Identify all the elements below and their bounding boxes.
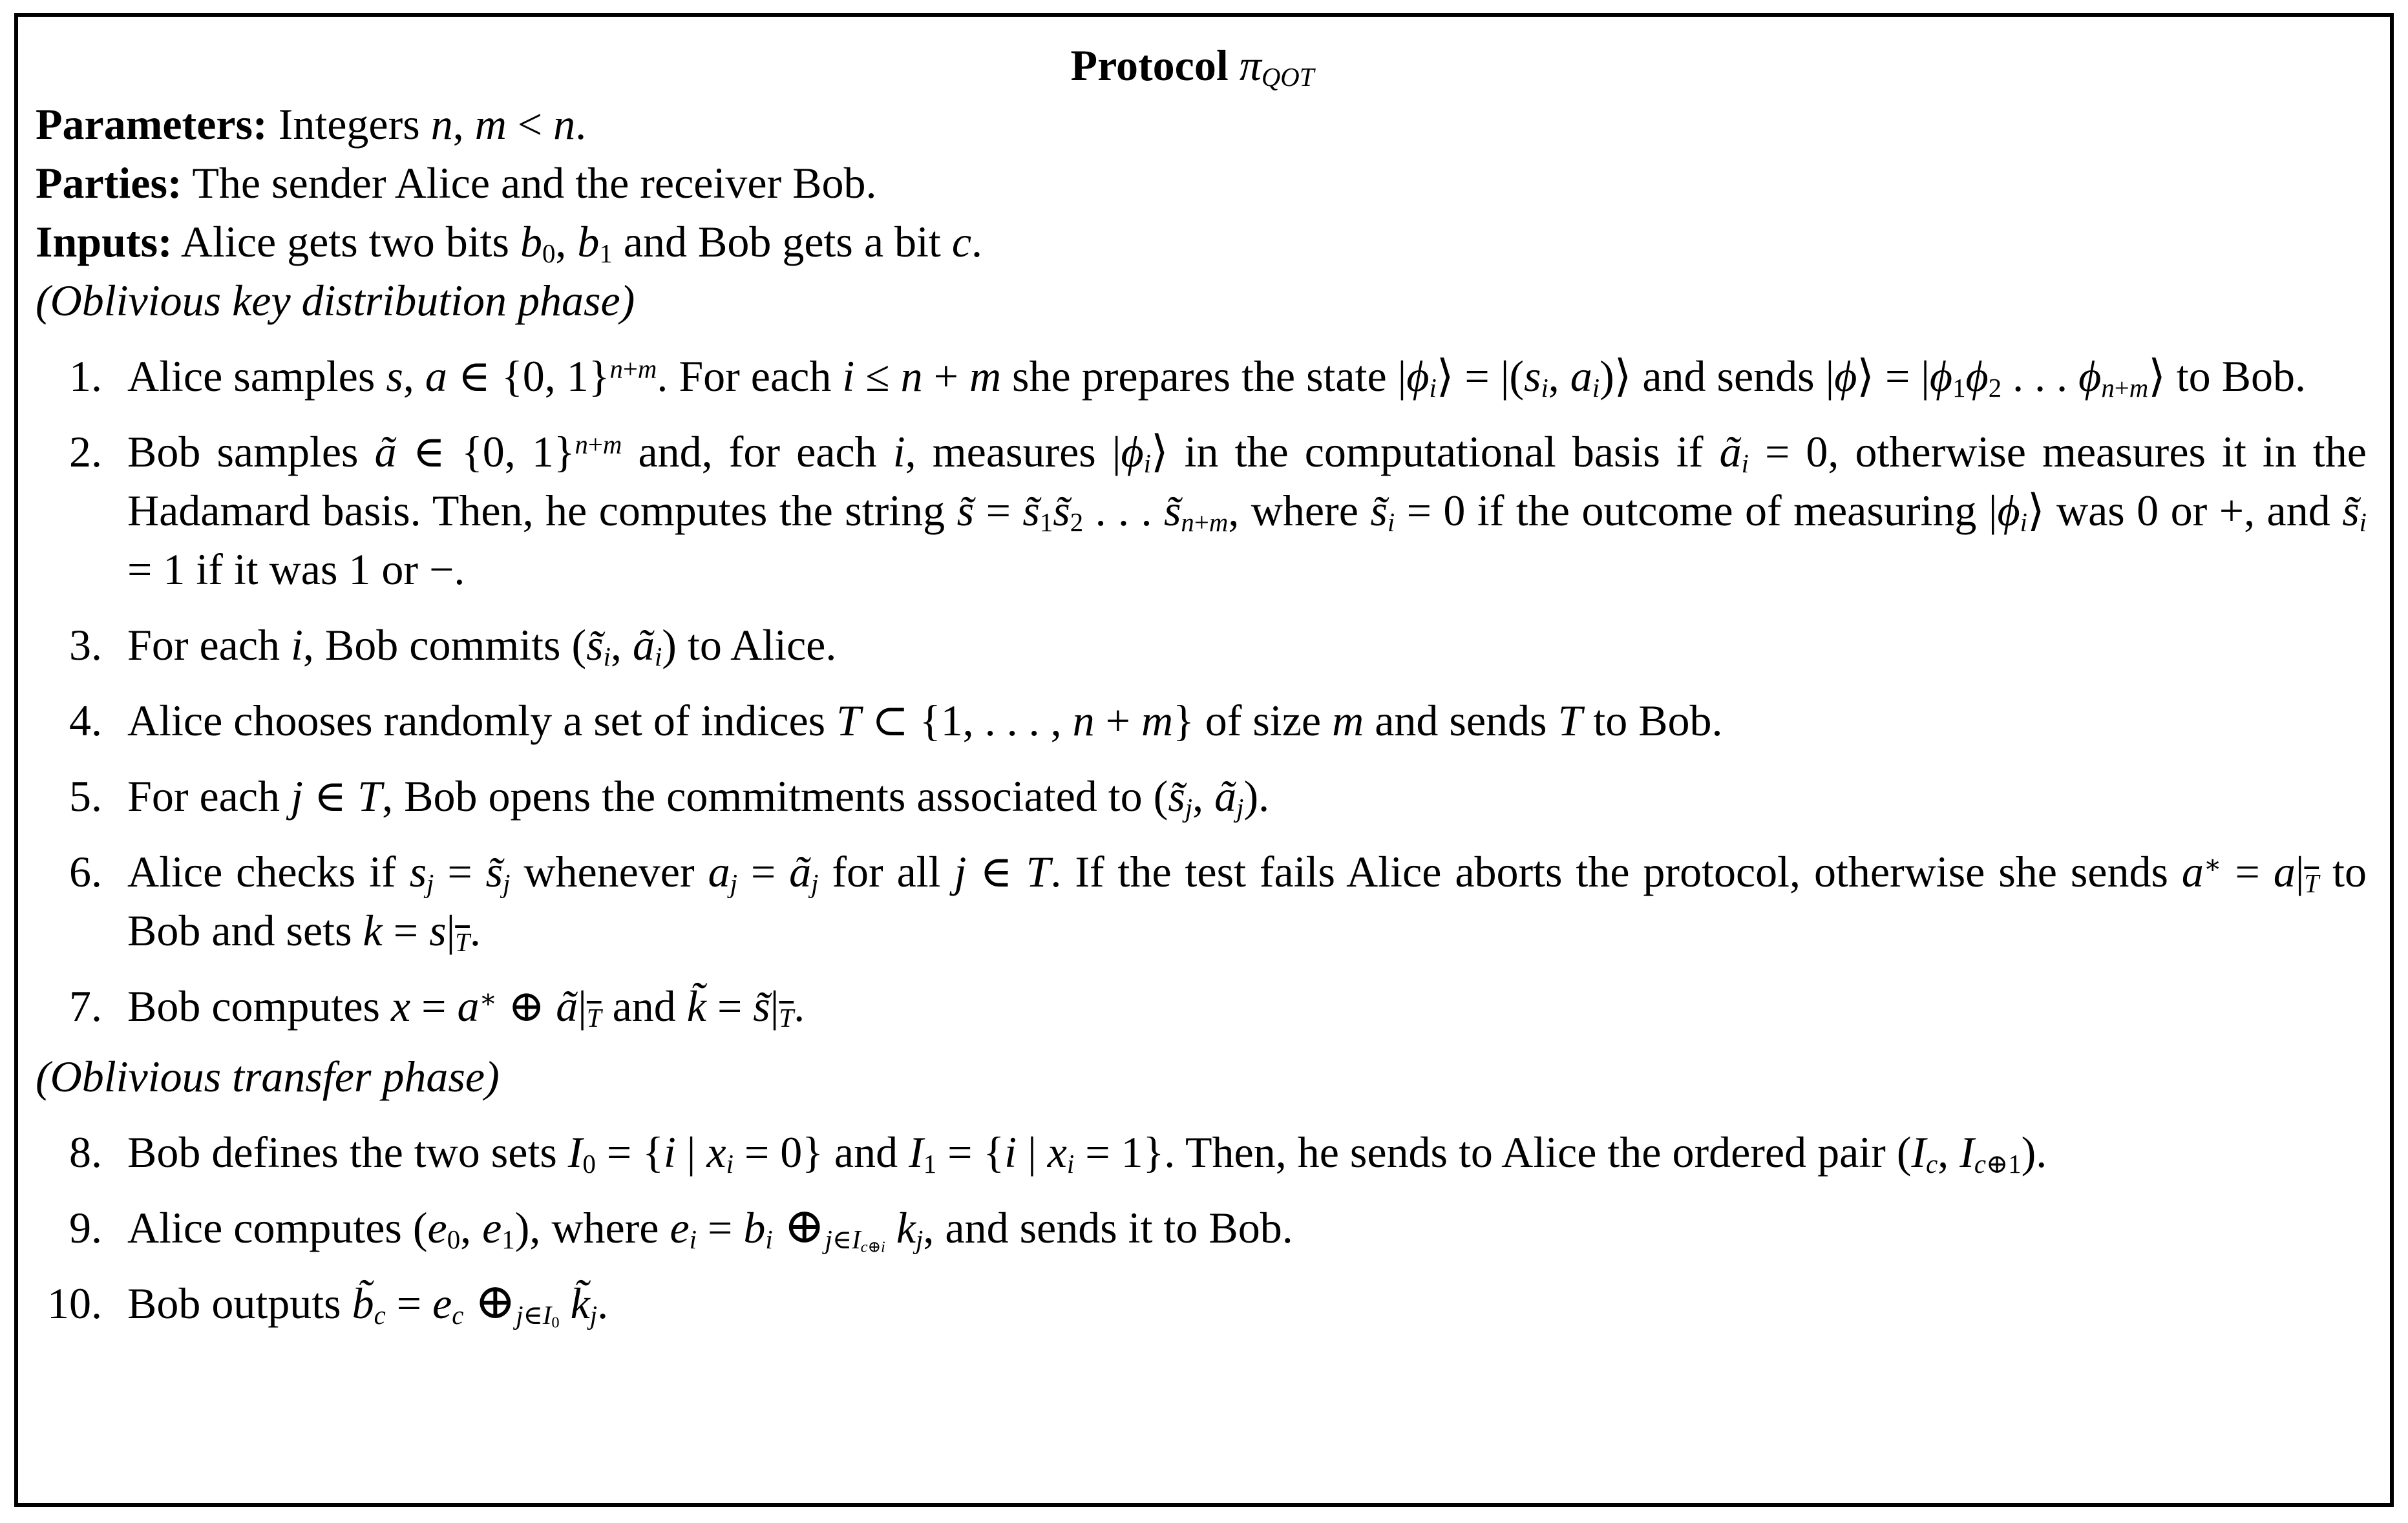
item-text: For each j ∈ T, Bob opens the commitments associated to ($s̃_j$, $ã_j$).: [127, 772, 1270, 823]
list-item-2: [18, 423, 2367, 599]
protocol-box: [14, 13, 2394, 1507]
item-number: 10.: [47, 1279, 102, 1328]
phase-label-key-distribution: (Oblivious key distribution phase): [36, 276, 635, 325]
item-number: 5.: [69, 772, 102, 821]
item-text: Bob computes x = a∗ ⊕ $ã|_{\overline{T}}$ and k̃ = $s̃|_{\overline{T}}$.: [127, 982, 805, 1033]
item-number: 9.: [69, 1203, 102, 1252]
list-item-7: [18, 977, 2367, 1036]
item-text: Alice chooses randomly a set of indices T ⊂ {1, . . . , n + m} of size m and sends T to Bob.: [127, 696, 1723, 745]
item-text: Bob samples ã ∈ {0, 1}$^{n+m}$ and, for each i, measures $|\phi_i⟩$ in the computational basis if $ã_i = 0$, otherwise measures it in the Hadamard basis. Then, he computes the string s̃ = $s̃_1s̃_2$ . . . $s̃_{n+m}$, where $s̃_i = 0$ if the outcome of measuring $|\phi_i⟩$ was 0 or +, and $s̃_i = 1$ if it was 1 or −.: [127, 427, 2367, 594]
list-item-10: [18, 1274, 2367, 1333]
item-number: 4.: [69, 696, 102, 745]
list-item-5: [18, 767, 2367, 826]
item-text: Alice computes ($e_0$, $e_1$), where $e_i = b_i$ $\oplus_{j\in I_{c\oplus i}}$ $k_j$, and sends it to Bob.: [127, 1199, 1293, 1256]
item-number: 1.: [69, 352, 102, 401]
inputs-line: Inputs: Alice gets two bits $b_0$, $b_1$ and Bob gets a bit c.: [36, 217, 983, 268]
item-text: Bob defines the two sets $I_0 = \{i$ | $x_i = 0$} and $I_1 = \{i$ | $x_i = 1$}. Then, he sends to Alice the ordered pair ($I_c$, $I_{c\oplus 1}$).: [127, 1128, 2047, 1179]
list-item-3: [18, 616, 2367, 675]
item-number: 3.: [69, 620, 102, 669]
item-text: Alice samples s, a ∈ {0, 1}$^{n+m}$. For each i ≤ n + m she prepares the state $|\phi_i⟩ = |(s_i$, $a_i)⟩$ and sends |ϕ⟩ = $|\phi_1\phi_2$ . . . $\phi_{n+m}⟩$ to Bob.: [127, 352, 2307, 403]
item-number: 8.: [69, 1128, 102, 1177]
list-item-4: [18, 691, 2367, 750]
protocol-title: Protocol $\pi_{QOT}$: [1070, 41, 1315, 92]
item-text: Bob outputs $b̃_c = e_c$ $\oplus_{j\in I_0}$ $k̃_j$.: [127, 1275, 609, 1332]
list-item-8: [18, 1123, 2367, 1182]
parties-line: Parties: The sender Alice and the receiver Bob.: [36, 158, 877, 207]
item-number: 6.: [69, 847, 102, 896]
item-number: 2.: [69, 427, 102, 476]
list-item-1: [18, 347, 2367, 406]
list-item-9: [18, 1199, 2367, 1257]
parameters-line: Parameters: Integers n, m < n.: [36, 100, 587, 149]
item-text: For each i, Bob commits ($s̃_i$, $ã_i$) to Alice.: [127, 620, 837, 671]
list-item-6: [18, 843, 2367, 960]
item-text: Alice checks if $s_j$ = $s̃_j$ whenever $a_j$ = $ã_j$ for all j ∈ T. If the test fails Alice aborts the protocol, otherwise she sends $a^∗ = a|_{\overline{T}}$ to Bob and sets $k = s|_{\overline{T}}$.: [127, 847, 2367, 957]
item-number: 7.: [69, 982, 102, 1031]
phase-label-transfer: (Oblivious transfer phase): [36, 1052, 500, 1101]
